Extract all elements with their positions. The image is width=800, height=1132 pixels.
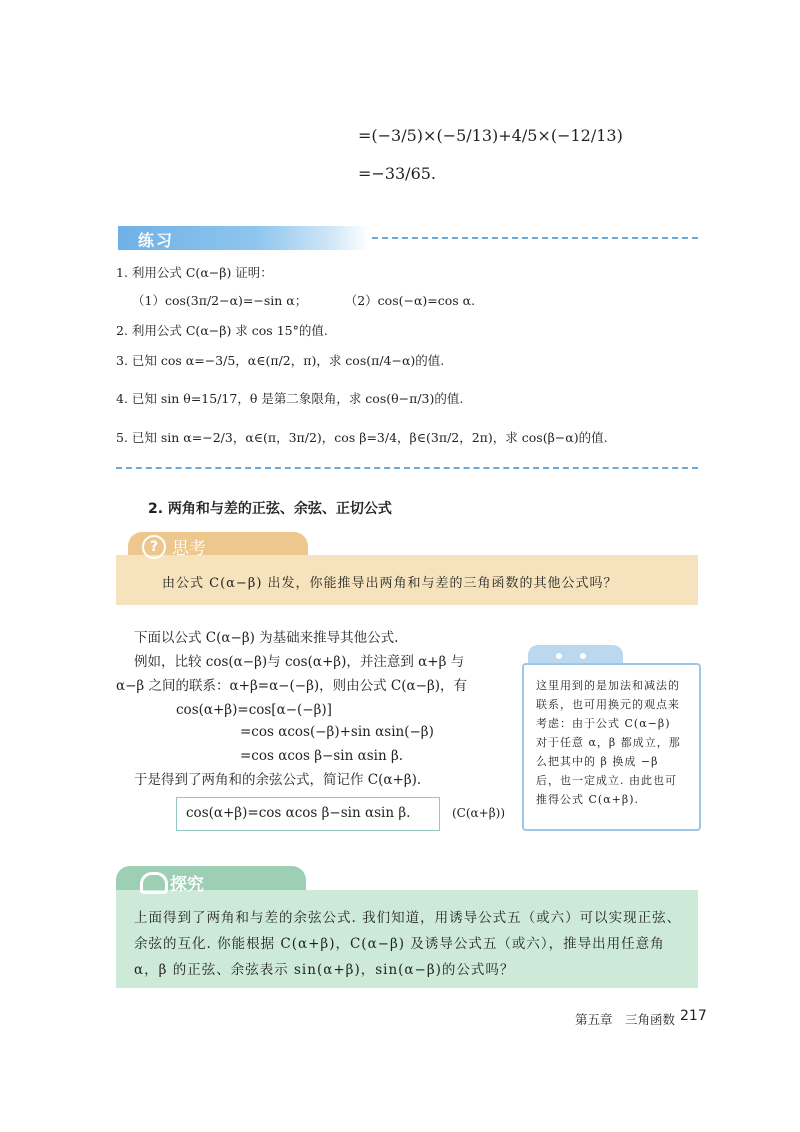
formula-tag: (C(α+β)) bbox=[452, 806, 506, 820]
calc-line-1: =(−3/5)×(−5/13)+4/5×(−12/13) bbox=[358, 126, 623, 145]
body-line-3: α−β 之间的联系：α+β=α−(−β)，则由公式 C(α−β)，有 bbox=[116, 678, 468, 694]
page-number: 217 bbox=[680, 1008, 707, 1024]
exercise-5: 5. 已知 sin α=−2/3，α∈(π，3π/2)，cos β=3/4，β∈(3π/2，2π)，求 cos(β−α)的值. bbox=[116, 430, 608, 445]
explore-icon bbox=[140, 872, 168, 894]
exercise-1: 1. 利用公式 C(α−β) 证明： bbox=[116, 265, 273, 280]
think-label: 思考 bbox=[172, 539, 206, 559]
practice-title: 练习 bbox=[138, 231, 175, 250]
practice-top-divider bbox=[372, 237, 698, 239]
section-title: 2. 两角和与差的正弦、余弦、正切公式 bbox=[148, 501, 392, 517]
note-dot-right bbox=[580, 653, 586, 659]
side-note-text: 这里用到的是加法和减法的联系，也可用换元的观点来考虑：由于公式 C(α−β) 对于任意 α，β 都成立，那么把其中的 β 换成 −β 后，也一定成立. 由此也可推得公式 C(α+β). bbox=[536, 679, 681, 806]
exercise-4: 4. 已知 sin θ=15/17，θ 是第二象限角，求 cos(θ−π/3)的值. bbox=[116, 391, 464, 406]
formula-cos-sum: cos(α+β)=cos αcos β−sin αsin β. bbox=[186, 805, 411, 821]
body-line-2: 例如，比较 cos(α−β)与 cos(α+β)，并注意到 α+β 与 bbox=[134, 654, 465, 670]
note-dot-left bbox=[556, 653, 562, 659]
exercise-1-parts: （1）cos(3π/2−α)=−sin α； （2）cos(−α)=cos α. bbox=[132, 293, 476, 308]
exercise-2: 2. 利用公式 C(α−β) 求 cos 15°的值. bbox=[116, 323, 328, 338]
derivation-line-3: =cos αcos β−sin αsin β. bbox=[240, 748, 404, 764]
chapter-footer: 第五章 三角函数 bbox=[575, 1012, 676, 1027]
exercise-3: 3. 已知 cos α=−3/5，α∈(π/2，π)，求 cos(π/4−α)的值. bbox=[116, 353, 445, 368]
explore-label: 探究 bbox=[170, 875, 204, 895]
practice-bottom-divider bbox=[116, 467, 698, 469]
think-text: 由公式 C(α−β) 出发，你能推导出两角和与差的三角函数的其他公式吗？ bbox=[162, 576, 618, 591]
derivation-line-2: =cos αcos(−β)+sin αsin(−β) bbox=[240, 724, 434, 740]
calc-line-2: =−33/65. bbox=[358, 164, 437, 183]
explore-text: 上面得到了两角和与差的余弦公式. 我们知道，用诱导公式五（或六）可以实现正弦、余弦的互化. 你能根据 C(α+β)，C(α−β) 及诱导公式五（或六），推导出用任意角 α，β 的正弦、余弦表示 sin(α+β)，sin(α−β)的公式吗？ bbox=[134, 910, 682, 978]
body-line-1: 下面以公式 C(α−β) 为基础来推导其他公式. bbox=[134, 630, 399, 646]
body-line-7: 于是得到了两角和的余弦公式，简记作 C(α+β). bbox=[134, 772, 422, 788]
derivation-line-1: cos(α+β)=cos[α−(−β)] bbox=[176, 702, 332, 718]
question-icon: ? bbox=[142, 535, 166, 559]
